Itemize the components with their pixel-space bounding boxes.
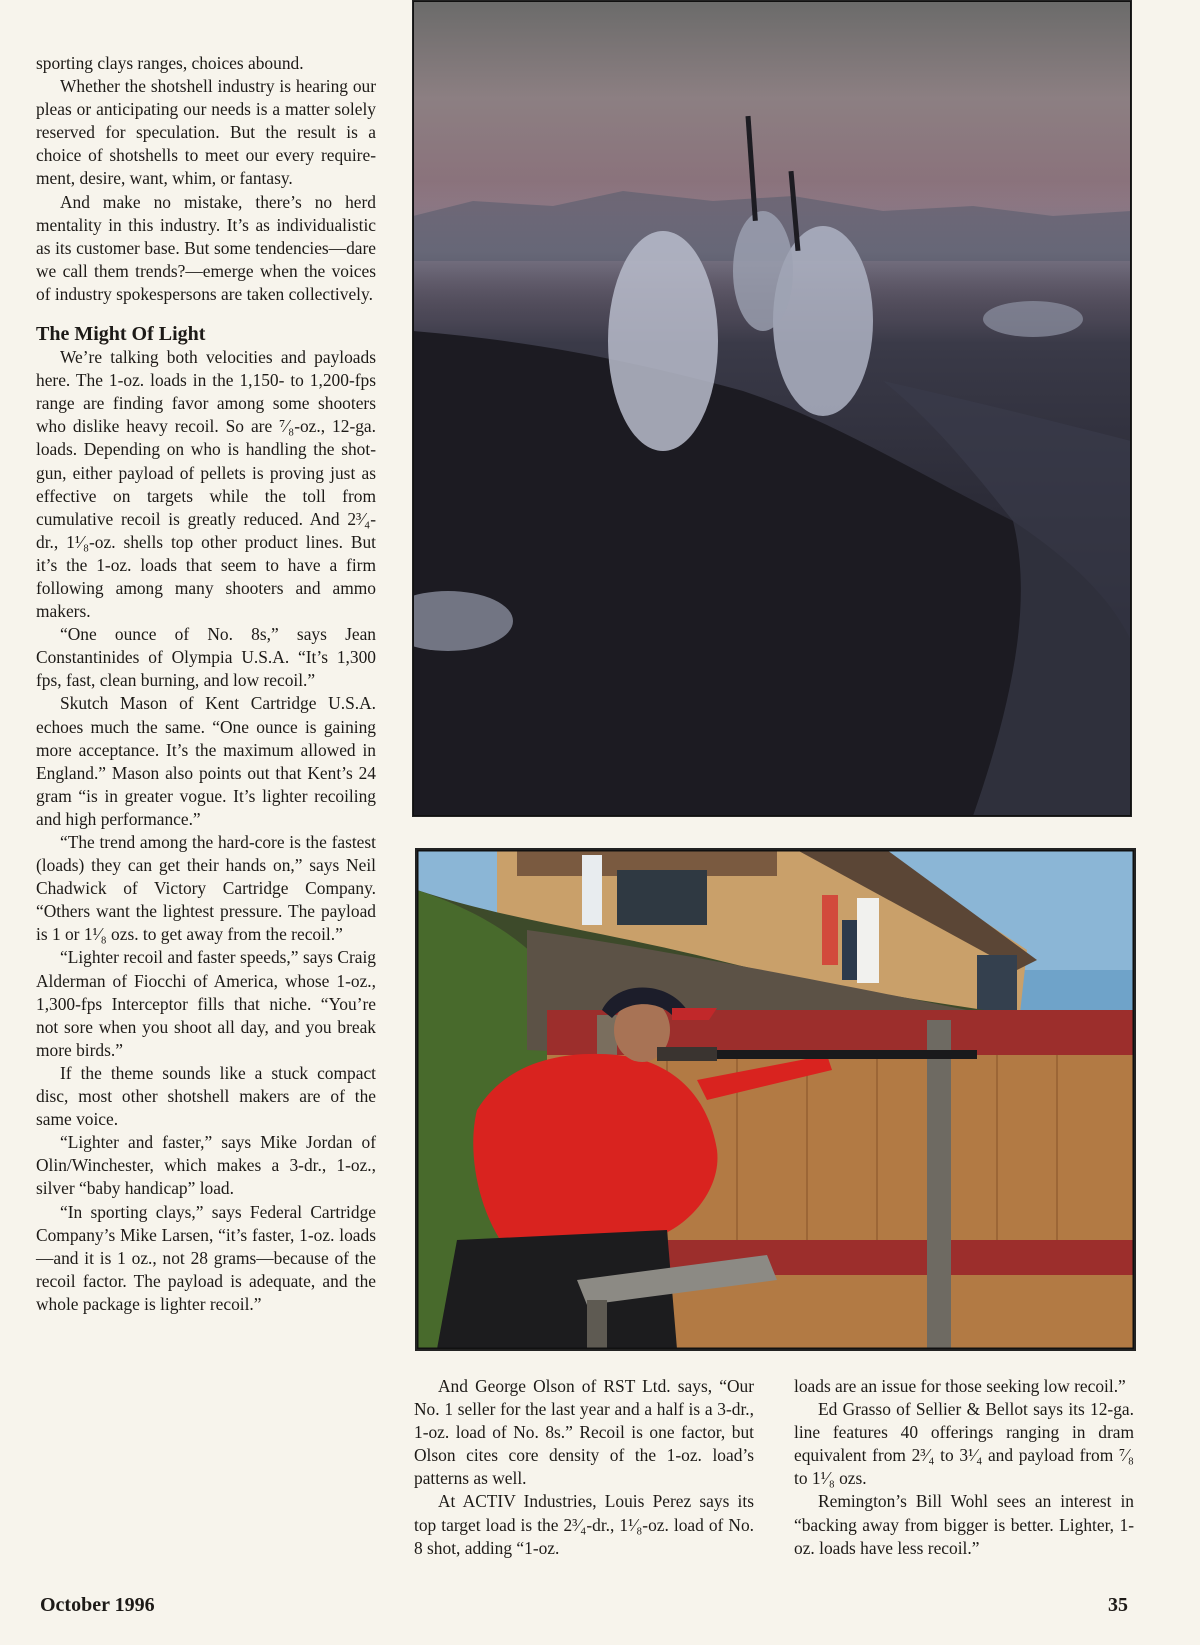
body-paragraph: “Lighter recoil and faster speeds,” says Craig Alderman of Fiocchi of America, whose 1-oz., 1,300-fps Interceptor fills that niche. “You’re not sore when you shoot all day, and you break more birds.” — [36, 947, 376, 1060]
middle-text-column — [414, 1375, 754, 1560]
photo-shooter-at-station — [415, 848, 1136, 1351]
left-text-column — [36, 52, 376, 1316]
dusk-field-photo — [413, 1, 1131, 816]
body-paragraph: And make no mistake, there’s no herd mentality in this industry. It’s as individualistic as its customer base. But some tendencies—dare we call them trends?—emerge when the voices of industry spokespersons are taken collectively. — [36, 191, 376, 304]
body-paragraph: Whether the shotshell industry is hearing our pleas or anticipating our needs is a matter solely reserved for speculation. But the result is a choice of shotshells to meet our every requirement, desire, want, whim, or fantasy. — [36, 76, 376, 189]
body-paragraph: “One ounce of No. 8s,” says Jean Constantinides of Olympia U.S.A. “It’s 1,300 fps, fast, clean burning, and low recoil.” — [36, 624, 376, 691]
body-paragraph: Remington’s Bill Wohl sees an interest in “backing away from bigger is better. Lighter, 1-oz. loads have less recoil.” — [794, 1491, 1134, 1558]
body-paragraph: We’re talking both velocities and payloads here. The 1-oz. loads in the 1,150- to 1,200-fps range are finding favor among some shooters who dislike heavy recoil. So are ⁷⁄₈-oz., 12-ga. loads. Depending on who is handling the shotgun, either payload of pellets is proving just as effective on targets while the toll from cumulative recoil is greatly reduced. And 2³⁄₄-dr., 1¹⁄₈-oz. shells top other product lines. But it’s the 1-oz. loads that seem to have a firm following among many shooters and ammo makers. — [36, 347, 376, 622]
body-paragraph: loads are an issue for those seeking low recoil.” — [794, 1376, 1126, 1396]
body-paragraph: If the theme sounds like a stuck compact disc, most other shotshell makers are of the same voice. — [36, 1062, 376, 1130]
body-paragraph: “Lighter and faster,” says Mike Jordan of Olin/Winchester, which makes a 3-dr., 1-oz., silver “baby handicap” load. — [36, 1132, 376, 1199]
body-paragraph: “In sporting clays,” says Federal Cartridge Company’s Mike Larsen, “it’s faster, 1-oz. loads—and it is 1 oz., not 28 grams—because of the recoil factor. The payload is adequate, and the whole package is lighter recoil.” — [36, 1201, 376, 1314]
body-paragraph: sporting clays ranges, choices abound. — [36, 53, 304, 73]
issue-date: October 1996 — [40, 1594, 155, 1616]
body-paragraph: And George Olson of RST Ltd. says, “Our No. 1 seller for the last year and a half is a 3-dr., 1-oz. load of No. 8s.” Recoil is one factor, but Olson cites core density of the 1-oz. load’s patterns as well. — [414, 1376, 754, 1489]
page-number: 35 — [1108, 1594, 1128, 1616]
body-paragraph: Skutch Mason of Kent Cartridge U.S.A. echoes much the same. “One ounce is gaining more acceptance. It’s the maximum allowed in England.” Mason also points out that Kent’s 24 gram “is in greater vogue. It’s lighter recoiling and high performance.” — [36, 693, 376, 829]
right-text-column — [794, 1375, 1134, 1560]
body-paragraph: Ed Grasso of Sellier & Bellot says its 12-ga. line features 40 offerings ranging in dram equivalent from 2³⁄₄ to 3¹⁄₄ and payload from ⁷⁄₈ to 1¹⁄₈ ozs. — [794, 1399, 1134, 1489]
shooter-photo — [417, 850, 1134, 1349]
body-paragraph: At ACTIV Industries, Louis Perez says its top target load is the 2³⁄₄-dr., 1¹⁄₈-oz. load of No. 8 shot, adding “1-oz. — [414, 1491, 754, 1558]
section-heading: The Might Of Light — [36, 323, 206, 346]
body-paragraph: “The trend among the hard-core is the fastest (loads) they can get their hands on,” says Neil Chadwick of Victory Cartridge Company. “Others want the lightest pressure. The payload is 1 or 1¹⁄₈ ozs. to get away from the recoil.” — [36, 832, 376, 945]
photo-shooters-at-dusk — [412, 0, 1132, 817]
